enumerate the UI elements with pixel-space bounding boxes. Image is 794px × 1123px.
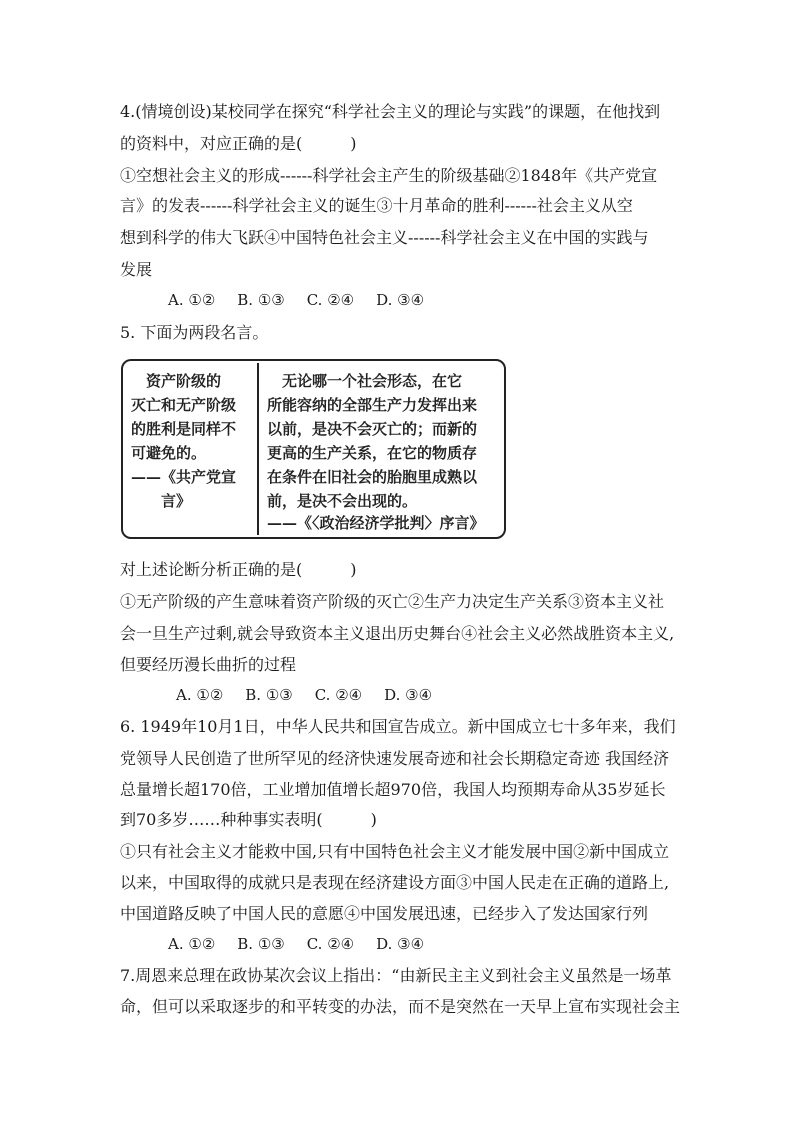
right-quote-source: ——《〈政治经济学批判〉序言》 (267, 514, 485, 532)
q4-line-1: 4.(情境创设)某校同学在探究“科学社会主义的理论与实践”的课题，在他找到 (120, 102, 661, 121)
q5-option-d: D. ③④ (384, 686, 433, 704)
q6-line-2: 党领导人民创造了世所罕见的经济快速发展奇迹和社会长期稳定奇迹 我国经济 (120, 749, 670, 768)
q6-options (168, 934, 446, 954)
right-quote-line-2: 所能容纳的全部生产力发挥出来 (267, 396, 478, 414)
left-quote-line-1: 资产阶级的 (131, 372, 222, 390)
q4-line-4: 言》的发表------科学社会主义的诞生③十月革命的胜利------社会主义从空 (120, 196, 633, 215)
right-quote-line-6: 前，是决不会出现的。 (267, 492, 418, 510)
q4-option-c: C. ②④ (306, 291, 355, 309)
right-quote-line-1: 无论哪一个社会形态，在它 (267, 372, 463, 390)
q4-line-2: 的资料中，对应正确的是( ) (120, 134, 357, 153)
q6-option-c: C. ②④ (306, 935, 355, 953)
q5-line-1: 对上述论断分析正确的是( ) (120, 560, 357, 579)
q5-line-2: ①无产阶级的产生意味着资产阶级的灭亡②生产力决定生产关系③资本主义社 (120, 592, 665, 611)
q6-line-5: ①只有社会主义才能救中国,只有中国特色社会主义才能发展中国②新中国成立 (120, 842, 670, 861)
quote-divider (257, 363, 259, 535)
q4-options (168, 290, 446, 310)
left-quote-line-4: 可避免的。 (131, 444, 207, 462)
q6-line-4: 到70多岁……种种事实表明( ) (120, 810, 377, 829)
q4-line-5: 想到科学的伟大飞跃④中国特色社会主义------科学社会主义在中国的实践与 (120, 228, 649, 247)
q4-line-3: ①空想社会主义的形成------科学社会主产生的阶级基础②1848年《共产党宣 (120, 166, 658, 185)
q4-option-d: D. ③④ (376, 291, 425, 309)
left-quote-source-1: ——《共产党宣 (131, 468, 237, 486)
q7-line-2: 命，但可以采取逐步的和平转变的办法，而不是突然在一天早上宣布实现社会主 (120, 997, 681, 1016)
q6-line-7: 中国道路反映了中国人民的意愿④中国发展迅速，已经步入了发达国家行列 (120, 904, 649, 923)
q5-option-c: C. ②④ (314, 686, 363, 704)
right-quote-line-3: 以前，是决不会灭亡的；而新的 (267, 420, 478, 438)
q6-line-3: 总量增长超170倍，工业增加值增长超970倍，我国人均预期寿命从35岁延长 (120, 780, 666, 799)
q6-option-d: D. ③④ (376, 935, 425, 953)
q6-option-b: B. ①③ (237, 935, 285, 953)
q4-option-b: B. ①③ (237, 291, 285, 309)
q4-option-a: A. ①② (168, 291, 216, 309)
left-quote-line-2: 灭亡和无产阶级 (131, 396, 237, 414)
q6-option-a: A. ①② (168, 935, 216, 953)
q6-line-6: 以来，中国取得的成就只是表现在经济建设方面③中国人民走在正确的道路上, (120, 873, 670, 892)
q5-intro: 5. 下面为两段名言。 (120, 323, 269, 342)
q5-line-3: 会一旦生产过剩,就会导致资本主义退出历史舞台④社会主义必然战胜资本主义, (120, 624, 675, 643)
left-quote-source-2: 言》 (131, 492, 192, 510)
q7-line-1: 7.周恩来总理在政协某次会议上指出：“由新民主主义到社会主义虽然是一场革 (120, 966, 672, 985)
q5-option-b: B. ①③ (245, 686, 293, 704)
q5-options (176, 685, 454, 705)
q5-option-a: A. ①② (176, 686, 224, 704)
q5-line-4: 但要经历漫长曲折的过程 (120, 655, 297, 674)
quote-box (121, 359, 506, 539)
q6-line-1: 6. 1949年10月1日，中华人民共和国宣告成立。新中国成立七十多年来，我们 (120, 717, 676, 736)
right-quote-line-5: 在条件在旧社会的胎胞里成熟以 (267, 468, 478, 486)
q4-line-6: 发展 (120, 260, 153, 279)
right-quote-line-4: 更高的生产关系，在它的物质存 (267, 444, 478, 462)
left-quote-line-3: 的胜利是同样不 (131, 420, 237, 438)
